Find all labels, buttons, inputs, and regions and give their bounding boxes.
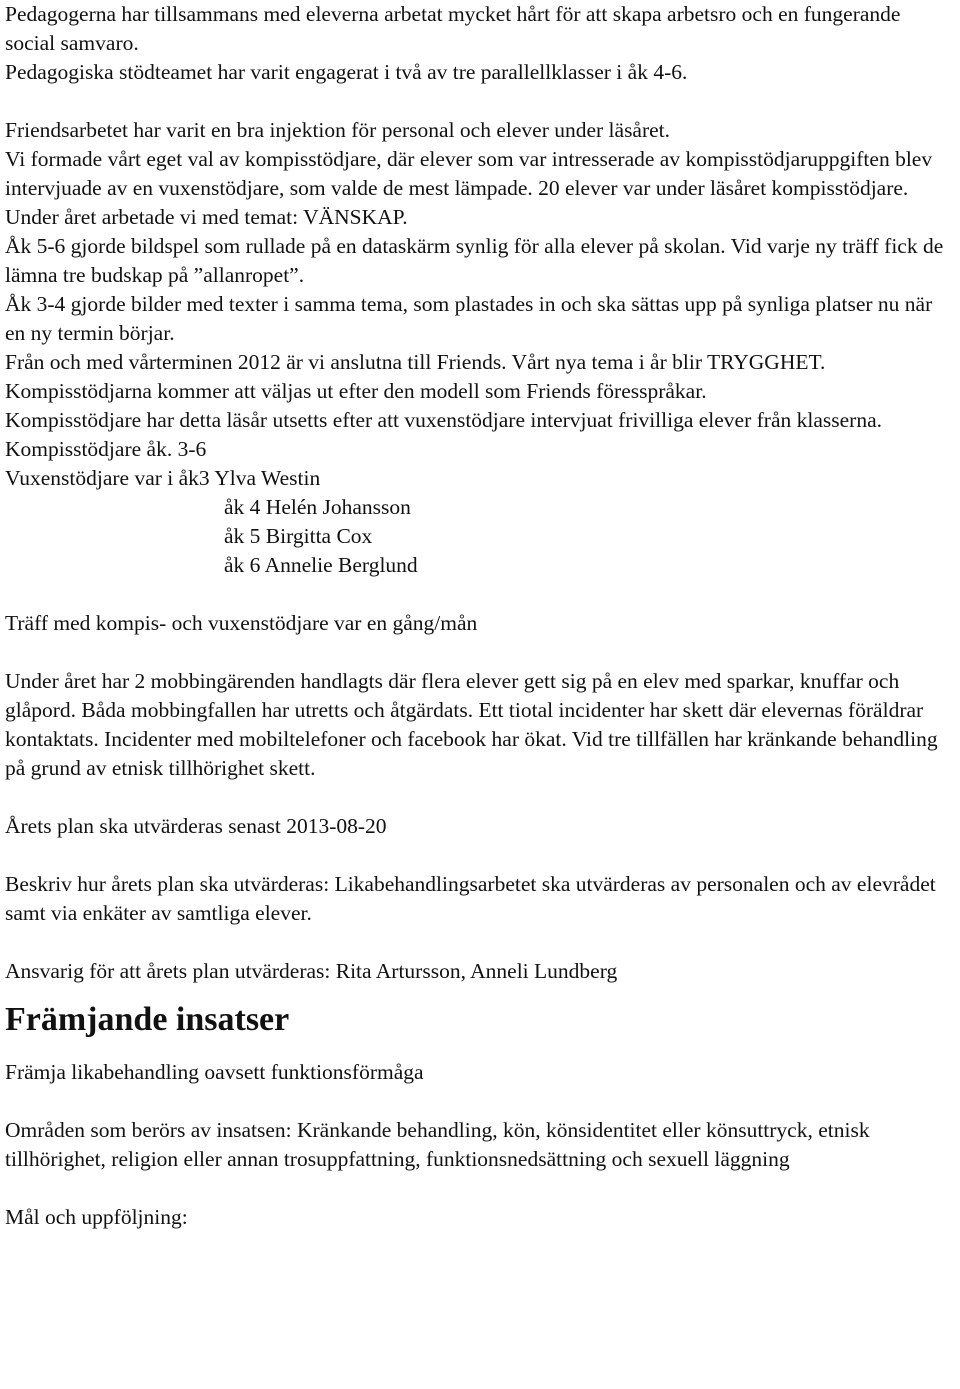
spacer <box>5 928 955 957</box>
list-item: åk 6 Annelie Berglund <box>224 553 418 577</box>
paragraph: Områden som berörs av insatsen: Kränkande behandling, kön, könsidentitet eller könsuttryck, etnisk tillhörighet, religion eller annan trosuppfattning, funktionsnedsättning och sexuell läggning <box>5 1118 870 1171</box>
paragraph: Åk 5-6 gjorde bildspel som rullade på en dataskärm synlig för alla elever på skolan. Vid varje ny träff fick de lämna tre budskap på ”allanropet”. <box>5 234 944 287</box>
paragraph: Mål och uppföljning: <box>5 1205 188 1229</box>
paragraph: Träff med kompis- och vuxenstödjare var en gång/mån <box>5 611 478 635</box>
paragraph: Under året har 2 mobbingärenden handlagts där flera elever gett sig på en elev med sparkar, knuffar och glåpord. Båda mobbingfallen har utretts och åtgärdats. Ett tiotal incidenter har skett där elevernas föräldrar kontaktats. Incidenter med mobiltelefoner och facebook har ökat. Vid tre tillfällen har kränkande behandling på grund av etnisk tillhörighet skett. <box>5 669 938 780</box>
paragraph: Friendsarbetet har varit en bra injektion för personal och elever under läsåret. <box>5 118 671 142</box>
list-item: åk 5 Birgitta Cox <box>224 524 373 548</box>
paragraph: Kompisstödjare har detta läsår utsetts efter att vuxenstödjare intervjuat frivilliga elever från klasserna. <box>5 408 882 432</box>
spacer <box>5 1174 955 1203</box>
paragraph: Från och med vårterminen 2012 är vi anslutna till Friends. Vårt nya tema i år blir TRYGGHET. <box>5 350 826 374</box>
paragraph: Vuxenstödjare var i åk3 Ylva Westin <box>5 466 321 490</box>
document-body <box>5 0 955 1232</box>
paragraph: Beskriv hur årets plan ska utvärderas: Likabehandlingsarbetet ska utvärderas av personalen och av elevrådet samt via enkäter av samtliga elever. <box>5 872 936 925</box>
paragraph: Kompisstödjarna kommer att väljas ut efter den modell som Friends föresspråkar. <box>5 379 707 403</box>
spacer <box>5 638 955 667</box>
paragraph: Pedagogerna har tillsammans med eleverna arbetat mycket hårt för att skapa arbetsro och en fungerande social samvaro. <box>5 2 901 55</box>
section-heading: Främjande insatser <box>5 1001 290 1038</box>
spacer <box>5 1087 955 1116</box>
spacer <box>5 87 955 116</box>
spacer <box>5 783 955 812</box>
paragraph: Vi formade vårt eget val av kompisstödjare, där elever som var intresserade av kompisstödjaruppgiften blev intervjuade av en vuxenstödjare, som valde de mest lämpade. 20 elever var under läsåret kompisstödjare. <box>5 147 933 200</box>
paragraph: Ansvarig för att årets plan utvärderas: Rita Artursson, Anneli Lundberg <box>5 959 618 983</box>
spacer <box>5 841 955 870</box>
paragraph: Pedagogiska stödteamet har varit engagerat i två av tre parallellklasser i åk 4-6. <box>5 60 688 84</box>
paragraph: Årets plan ska utvärderas senast 2013-08-20 <box>5 814 387 838</box>
paragraph: Åk 3-4 gjorde bilder med texter i samma tema, som plastades in och ska sättas upp på synliga platser nu när en ny termin börjar. <box>5 292 933 345</box>
paragraph: Kompisstödjare åk. 3-6 <box>5 437 207 461</box>
paragraph: Främja likabehandling oavsett funktionsförmåga <box>5 1060 424 1084</box>
paragraph: Under året arbetade vi med temat: VÄNSKAP. <box>5 205 408 229</box>
list-item: åk 4 Helén Johansson <box>224 495 411 519</box>
spacer <box>5 580 955 609</box>
